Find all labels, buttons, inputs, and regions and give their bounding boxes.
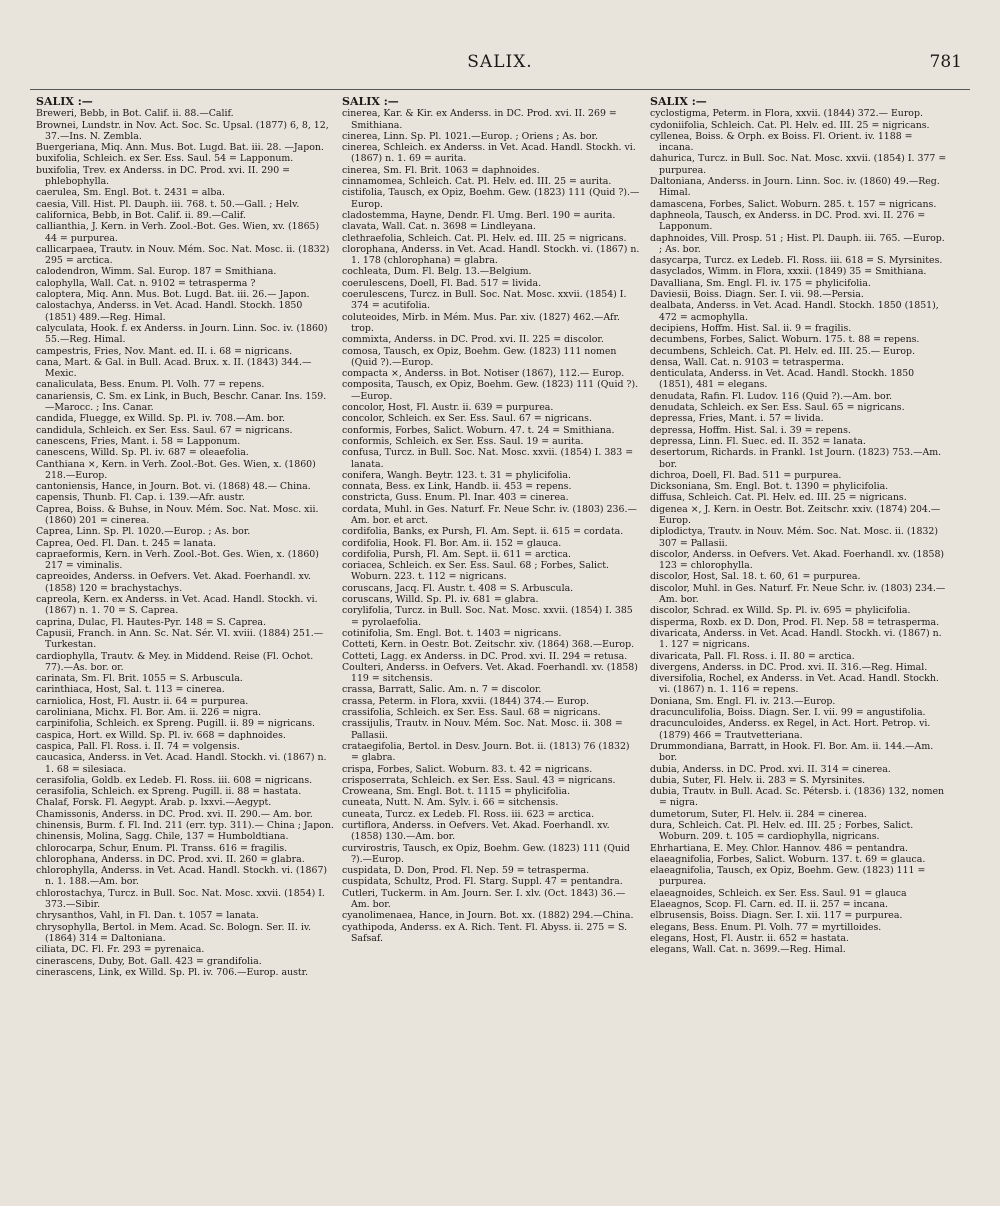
entry: campestris, Fries, Nov. Mant. ed. II. i. 68 = nigricans. [36,345,293,357]
entry: elegans, Bess. Enum. Pl. Volh. 77 = myrtilloides. [650,921,882,933]
entry: denudata, Schleich. ex Ser. Ess. Saul. 65 = nigricans. [650,402,905,414]
entry: clethraefolia, Schleich. Cat. Pl. Helv. ed. III. 25 = nigricans. [342,232,627,244]
entry: dasyclados, Wimm. in Flora, xxxii. (1849) 35 = Smithiana. [650,266,927,278]
entry: cyanolimenaea, Hance, in Journ. Bot. xx. (1882) 294.—China. [342,910,634,922]
entry: Ehrhartiana, E. Mey. Chlor. Hannov. 486 = pentandra. [650,842,909,854]
entry: canescens, Willd. Sp. Pl. iv. 687 = oleaefolia. [36,447,249,459]
entry: composita, Tausch, ex Opiz, Boehm. Gew. (1823) 111 (Quid ?).—Europ. [342,379,639,402]
entry: cordifolia, Banks, ex Pursh, Fl. Am. Sept. ii. 615 = cordata. [342,526,624,538]
entry: Cotteti, Lagg. ex Anderss. in DC. Prod. xvi. II. 294 = retusa. [342,650,628,662]
entry: desertorum, Richards. in Frankl. 1st Journ. (1823) 753.—Am. bor. [650,447,942,470]
entry: divergens, Anderss. in DC. Prod. xvi. II. 316.—Reg. Himal. [650,661,928,673]
entry: capreola, Kern. ex Anderss. in Vet. Acad. Handl. Stockh. vi. (1867) n. 1. 70 = S. Caprea. [36,594,318,617]
entry: ciliata, DC. Fl. Fr. 293 = pyrenaica. [36,944,205,956]
entry: curvirostris, Tausch, ex Opiz, Boehm. Gew. (1823) 111 (Quid ?).—Europ. [342,842,630,865]
entry: decumbens, Forbes, Salict. Woburn. 175. t. 88 = repens. [650,334,920,346]
entry: canescens, Fries, Mant. i. 58 = Lapponum. [36,435,241,447]
entry: cantoniensis, Hance, in Journ. Bot. vi. (1868) 48.— China. [36,481,311,493]
entry: Daltoniana, Anderss. in Journ. Linn. Soc. iv. (1860) 49.—Reg. Himal. [650,176,940,199]
entry: cyathipoda, Anderss. ex A. Rich. Tent. Fl. Abyss. ii. 275 = S. Safsaf. [342,921,628,944]
entry: crassijulis, Trautv. in Nouv. Mém. Soc. Nat. Mosc. ii. 308 = Pallasii. [342,718,623,741]
entry: Buergeriana, Miq. Ann. Mus. Bot. Lugd. Bat. iii. 28. —Japon. [36,142,324,154]
entry: cotinifolia, Sm. Engl. Bot. t. 1403 = nigricans. [342,627,562,639]
entry: conformis, Forbes, Salict. Woburn. 47. t. 24 = Smithiana. [342,424,615,436]
entry: comosa, Tausch, ex Opiz, Boehm. Gew. (1823) 111 nomen (Quid ?).—Europ. [342,345,617,368]
entry: Dicksoniana, Sm. Engl. Bot. t. 1390 = phylicifolia. [650,481,889,493]
entry: dichroa, Doell, Fl. Bad. 511 = purpurea. [650,469,842,481]
entry: buxifolia, Schleich. ex Ser. Ess. Saul. 54 = Lapponum. [36,153,294,165]
entry: callianthia, J. Kern. in Verh. Zool.-Bot. Ges. Wien, xv. (1865) 44 = purpurea. [36,221,320,244]
entry: Chalaf, Forsk. Fl. Aegypt. Arab. p. lxxvi.—Aegypt. [36,797,272,809]
entry: daphnoides, Vill. Prosp. 51 ; Hist. Pl. Dauph. iii. 765. —Europ. ; As. bor. [650,232,945,255]
entry: commixta, Anderss. in DC. Prod. xvi. II. 225 = discolor. [342,334,604,346]
entry: crassifolia, Schleich. ex Ser. Ess. Saul. 68 = nigricans. [342,707,601,719]
entry: dumetorum, Suter, Fl. Helv. ii. 284 = cinerea. [650,808,867,820]
running-title: SALIX. [467,52,533,72]
entry: disperma, Roxb. ex D. Don, Prod. Fl. Nep. 58 = tetrasperma. [650,616,940,628]
entry: elaeagnifolia, Tausch, ex Opiz, Boehm. Gew. (1823) 111 = purpurea. [650,865,926,888]
entry: curtiflora, Anderss. in Oefvers. Vet. Akad. Foerhandl. xv. (1858) 130.—Am. bor. [342,820,610,843]
entry-list [36,108,334,978]
entry: Cutleri, Tuckerm. in Am. Journ. Ser. I. xlv. (Oct. 1843) 36.—Am. bor. [342,887,626,911]
entry: candidula, Schleich. ex Ser. Ess. Saul. 67 = nigricans. [36,424,293,436]
entry: clorophana, Anderss. in Vet. Acad. Handl. Stockh. vi. (1867) n. 1. 178 (chlorophana) = glabra. [342,243,640,267]
entry: cinnamomea, Schleich. Cat. Pl. Helv. ed. III. 25 = aurita. [342,176,612,188]
entry: concolor, Schleich. ex Ser. Ess. Saul. 67 = nigricans. [342,413,592,425]
entry: Daviesii, Boiss. Diagn. Ser. I. vii. 98.—Persia. [650,289,864,301]
entry: elbrusensis, Boiss. Diagn. Ser. I. xii. 117 = purpurea. [650,910,903,922]
entry: diversifolia, Rochel, ex Anderss. in Vet. Acad. Handl. Stockh. vi. (1867) n. 1. 116 = repens. [650,673,939,696]
entry: corylifolia, Turcz. in Bull. Soc. Nat. Mosc. xxvii. (1854) I. 385 = pyrolaefolia. [342,605,633,628]
entry: cinerea, Kar. & Kir. ex Anderss. in DC. Prod. xvi. II. 269 = Smithiana. [342,108,617,131]
entry: cuspidata, D. Don, Prod. Fl. Nep. 59 = tetrasperma. [342,865,590,877]
entry: conformis, Schleich. ex Ser. Ess. Saul. 19 = aurita. [342,435,584,447]
entry: cinerea, Linn. Sp. Pl. 1021.—Europ. ; Oriens ; As. bor. [342,130,598,142]
entry: elaeagnoides, Schleich. ex Ser. Ess. Saul. 91 = glauca [650,887,907,899]
entry: connata, Bess. ex Link, Handb. ii. 453 = repens. [342,481,572,493]
entry: discolor, Host, Sal. 18. t. 60, 61 = purpurea. [650,571,861,583]
entry: Doniana, Sm. Engl. Fl. iv. 213.—Europ. [650,695,836,707]
entry: Canthiana ×, Kern. in Verh. Zool.-Bot. Ges. Wien, x. (1860) 218.—Europ. [36,458,316,481]
entry: cerasifolia, Schleich. ex Spreng. Pugill. ii. 88 = hastata. [36,786,302,798]
entry: carinata, Sm. Fl. Brit. 1055 = S. Arbuscula. [36,673,243,685]
entry: dahurica, Turcz. in Bull. Soc. Nat. Mosc. xxvii. (1854) I. 377 = purpurea. [650,153,947,176]
column-heading: SALIX :— [36,96,93,108]
entry: carniolica, Host, Fl. Austr. ii. 64 = purpurea. [36,695,249,707]
entry: coerulescens, Turcz. in Bull. Soc. Nat. Mosc. xxvii. (1854) I. 374 = acutifolia. [342,289,627,312]
entry: dubia, Anderss. in DC. Prod. xvi. II. 314 = cinerea. [650,763,891,775]
entry: cinerascens, Duby, Bot. Gall. 423 = grandifolia. [36,955,262,967]
entry: cochleata, Dum. Fl. Belg. 13.—Belgium. [342,266,532,278]
entry: cistifolia, Tausch, ex Opiz, Boehm. Gew. (1823) 111 (Quid ?).—Europ. [342,187,640,210]
entry: caloptera, Miq. Ann. Mus. Bot. Lugd. Bat. iii. 26.— Japon. [36,289,310,301]
entry: carinthiaca, Host, Sal. t. 113 = cinerea. [36,684,225,696]
column-heading: SALIX :— [342,96,399,108]
entry: capensis, Thunb. Fl. Cap. i. 139.—Afr. austr. [36,492,245,504]
entry: cardiophylla, Trautv. & Mey. in Middend. Reise (Fl. Ochot. 77).—As. bor. or. [36,650,314,673]
entry: coruscans, Willd. Sp. Pl. iv. 681 = glabra. [342,594,539,606]
entry: coruscans, Jacq. Fl. Austr. t. 408 = S. Arbuscula. [342,582,574,594]
entry: Coulteri, Anderss. in Oefvers. Vet. Akad. Foerhandl. xv. (1858) 119 = sitchensis. [342,661,638,685]
entry: clavata, Wall. Cat. n. 3698 = Lindleyana. [342,221,536,233]
entry: caspica, Pall. Fl. Ross. i. II. 74 = volgensis. [36,740,240,752]
column-heading: SALIX :— [650,96,707,108]
entry: damascena, Forbes, Salict. Woburn. 285. t. 157 = nigricans. [650,198,937,210]
entry: crassa, Peterm. in Flora, xxvii. (1844) 374.— Europ. [342,695,589,707]
entry: cordifolia, Pursh, Fl. Am. Sept. ii. 611 = arctica. [342,548,572,560]
entry: divaricata, Anderss. in Vet. Acad. Handl. Stockh. vi. (1867) n. 1. 127 = nigricans. [650,627,942,651]
entry: cydoniifolia, Schleich. Cat. Pl. Helv. ed. III. 25 = nigricans. [650,119,930,131]
entry: cladostemma, Hayne, Dendr. Fl. Umg. Berl. 190 = aurita. [342,209,616,221]
column-3 [650,96,948,1196]
entry: canaliculata, Bess. Enum. Pl. Volh. 77 = repens. [36,379,265,391]
entry: dasycarpa, Turcz. ex Ledeb. Fl. Ross. iii. 618 = S. Myrsinites. [650,255,943,267]
entry: Caprea, Boiss. & Buhse, in Nouv. Mém. Soc. Nat. Mosc. xii. (1860) 201 = cinerea. [36,503,319,526]
entry: chinensis, Burm. f. Fl. Ind. 211 (err. typ. 311).— China ; Japon. [36,820,334,831]
entry: elegans, Host, Fl. Austr. ii. 652 = hastata. [650,932,849,944]
entry: caprina, Dulac, Fl. Hautes-Pyr. 148 = S. Caprea. [36,616,266,628]
entry: Caprea, Oed. Fl. Dan. t. 245 = lanata. [36,537,217,549]
entry: Brownei, Lundstr. in Nov. Act. Soc. Sc. Upsal. (1877) 6, 8, 12, 37.—Ins. N. Zembla. [36,119,329,142]
entry: cuneata, Turcz. ex Ledeb. Fl. Ross. iii. 623 = arctica. [342,808,595,820]
entry: Breweri, Bebb, in Bot. Calif. ii. 88.—Calif. [36,108,234,120]
entry: coerulescens, Doell, Fl. Bad. 517 = livida. [342,277,542,289]
entry: conifera, Wangh. Beytr. 123. t. 31 = phylicifolia. [342,469,571,481]
entry: daphneola, Tausch, ex Anderss. in DC. Prod. xvi. II. 276 = Lapponum. [650,209,926,233]
entry: denticulata, Anderss. in Vet. Acad. Handl. Stockh. 1850 (1851), 481 = elegans. [650,368,915,391]
entry: cinerea, Sm. Fl. Brit. 1063 = daphnoides. [342,164,540,176]
entry: calophylla, Wall. Cat. n. 9102 = tetrasperma ? [36,277,256,289]
entry: discolor, Anderss. in Oefvers. Vet. Akad. Foerhandl. xv. (1858) 123 = chlorophylla. [650,548,945,572]
entry: crisposerrata, Schleich. ex Ser. Ess. Saul. 43 = nigricans. [342,774,616,786]
column-2 [342,96,640,1196]
entry: dracunculoides, Anderss. ex Regel, in Act. Hort. Petrop. vi. (1879) 466 = Trautvetteriana. [650,718,931,741]
entry: Caprea, Linn. Sp. Pl. 1020.—Europ. ; As. bor. [36,526,251,538]
entry: discolor, Schrad. ex Willd. Sp. Pl. iv. 695 = phylicifolia. [650,605,911,617]
entry: candida, Fluegge, ex Willd. Sp. Pl. iv. 708.—Am. bor. [36,413,286,425]
entry: Drummondiana, Barratt, in Hook. Fl. Bor. Am. ii. 144.—Am. bor. [650,740,934,764]
entry: calodendron, Wimm. Sal. Europ. 187 = Smithiana. [36,266,277,278]
entry: caspica, Hort. ex Willd. Sp. Pl. iv. 668 = daphnoides. [36,729,286,741]
entry: Elaeagnos, Scop. Fl. Carn. ed. II. ii. 257 = incana. [650,899,889,911]
entry: cuspidata, Schultz, Prod. Fl. Starg. Suppl. 47 = pentandra. [342,876,623,888]
page-number: 781 [929,52,962,72]
entry: depressa, Hoffm. Hist. Sal. i. 39 = repens. [650,424,851,436]
entry: carpinifolia, Schleich. ex Spreng. Pugill. ii. 89 = nigricans. [36,718,315,730]
entry: confusa, Turcz. in Bull. Soc. Nat. Mosc. xxvii. (1854) I. 383 = lanata. [342,447,634,470]
entry: cana, Mart. & Gal. in Bull. Acad. Brux. x. II. (1843) 344.—Mexic. [36,356,312,380]
entry: denudata, Rafin. Fl. Ludov. 116 (Quid ?).—Am. bor. [650,390,893,402]
entry-list [650,108,948,955]
entry: crispa, Forbes, Salict. Woburn. 83. t. 42 = nigricans. [342,763,593,775]
entry: constricta, Guss. Enum. Pl. Inar. 403 = cinerea. [342,492,569,504]
entry: capreoides, Anderss. in Oefvers. Vet. Akad. Foerhandl. xv. (1858) 120 = brachystachys. [36,571,311,594]
entry: calyculata, Hook. f. ex Anderss. in Journ. Linn. Soc. iv. (1860) 55.—Reg. Himal. [36,322,328,346]
entry: cordifolia, Hook. Fl. Bor. Am. ii. 152 = glauca. [342,537,562,549]
entry: discolor, Muhl. in Ges. Naturf. Fr. Neue Schr. iv. (1803) 234.—Am. bor. [650,582,946,606]
entry: depressa, Fries, Mant. i. 57 = livida. [650,413,824,425]
entry: calostachya, Anderss. in Vet. Acad. Handl. Stockh. 1850 (1851) 489.—Reg. Himal. [36,300,303,323]
entry: diffusa, Schleich. Cat. Pl. Helv. ed. III. 25 = nigricans. [650,492,907,504]
entry: cinerascens, Link, ex Willd. Sp. Pl. iv. 706.—Europ. austr. [36,966,309,978]
header-rule [30,89,970,90]
entry: caerulea, Sm. Engl. Bot. t. 2431 = alba. [36,187,225,199]
entry: decipiens, Hoffm. Hist. Sal. ii. 9 = fragilis. [650,322,852,334]
entry: chlorocarpa, Schur, Enum. Pl. Transs. 616 = fragilis. [36,842,288,854]
entry: caroliniana, Michx. Fl. Bor. Am. ii. 226 = nigra. [36,707,262,719]
column-1 [36,96,334,1196]
entry: dealbata, Anderss. in Vet. Acad. Handl. Stockh. 1850 (1851), 472 = acmophylla. [650,300,939,323]
entry: depressa, Linn. Fl. Suec. ed. II. 352 = lanata. [650,435,866,447]
entry: cyllenea, Boiss. & Orph. ex Boiss. Fl. Orient. iv. 1188 = incana. [650,130,913,154]
entry: concolor, Host, Fl. Austr. ii. 639 = purpurea. [342,402,554,414]
entry: dura, Schleich. Cat. Pl. Helv. ed. III. 25 ; Forbes, Salict. Woburn. 209. t. 105 = cardiophylla, nigricans. [650,820,914,843]
entry: elaeagnifolia, Forbes, Salict. Woburn. 137. t. 69 = glauca. [650,853,926,865]
entry: cuneata, Nutt. N. Am. Sylv. i. 66 = sitchensis. [342,797,559,809]
entry: caucasica, Anderss. in Vet. Acad. Handl. Stockh. vi. (1867) n. 1. 68 = silesiaca. [36,752,327,775]
entry: Croweana, Sm. Engl. Bot. t. 1115 = phylicifolia. [342,786,571,798]
entry: chrysanthos, Vahl, in Fl. Dan. t. 1057 = lanata. [36,910,259,922]
entry: buxifolia, Trev. ex Anderss. in DC. Prod. xvi. II. 290 = phlebophylla. [36,164,291,188]
entry: digenea ×, J. Kern. in Oestr. Bot. Zeitschr. xxiv. (1874) 204.—Europ. [650,503,941,526]
entry: crassa, Barratt, Salic. Am. n. 7 = discolor. [342,684,542,696]
entry: elegans, Wall. Cat. n. 3699.—Reg. Himal. [650,944,846,956]
entry: dracunculifolia, Boiss. Diagn. Ser. I. vii. 99 = angustifolia. [650,707,926,719]
entry: Chamissonis, Anderss. in DC. Prod. xvi. II. 290.— Am. bor. [36,808,313,820]
entry: cerasifolia, Goldb. ex Ledeb. Fl. Ross. iii. 608 = nigricans. [36,774,313,786]
entry: Davalliana, Sm. Engl. Fl. iv. 175 = phylicifolia. [650,277,871,289]
entry: compacta ×, Anderss. in Bot. Notiser (1867), 112.— Europ. [342,368,625,380]
entry: decumbens, Schleich. Cat. Pl. Helv. ed. III. 25.— Europ. [650,345,916,357]
entry: chlorophylla, Anderss. in Vet. Acad. Handl. Stockh. vi. (1867) n. 1. 188.—Am. bor. [36,865,328,888]
entry: Capusii, Franch. in Ann. Sc. Nat. Sér. VI. xviii. (1884) 251.—Turkestan. [36,627,324,651]
entry: dubia, Trautv. in Bull. Acad. Sc. Pétersb. i. (1836) 132, nomen = nigra. [650,786,945,809]
entry: Cotteti, Kern. in Oestr. Bot. Zeitschr. xiv. (1864) 368.—Europ. [342,639,635,651]
entry: caesia, Vill. Hist. Pl. Dauph. iii. 768. t. 50.—Gall. ; Helv. [36,198,300,210]
entry: chrysophylla, Bertol. in Mem. Acad. Sc. Bologn. Ser. II. iv. (1864) 314 = Daltoniana. [36,921,311,944]
entry: canariensis, C. Sm. ex Link, in Buch, Beschr. Canar. Ins. 159.—Marocc. ; Ins. Canar. [36,390,327,414]
entry: densa, Wall. Cat. n. 9103 = tetrasperma. [650,356,844,368]
entry: crataegifolia, Bertol. in Desv. Journ. Bot. ii. (1813) 76 (1832) = glabra. [342,740,630,764]
entry: chlorostachya, Turcz. in Bull. Soc. Nat. Mosc. xxvii. (1854) I. 373.—Sibir. [36,887,325,911]
entry: cordata, Muhl. in Ges. Naturf. Fr. Neue Schr. iv. (1803) 236.—Am. bor. et arct. [342,503,637,526]
entry: coriacea, Schleich. ex Ser. Ess. Saul. 68 ; Forbes, Salict. Woburn. 223. t. 112 = nigricans. [342,560,609,583]
entry: capraeformis, Kern. in Verh. Zool.-Bot. Ges. Wien, x. (1860) 217 = viminalis. [36,548,319,572]
entry: chinensis, Molina, Sagg. Chile, 137 = Humboldtiana. [36,831,289,843]
entry: cyclostigma, Peterm. in Flora, xxvii. (1844) 372.— Europ. [650,108,923,120]
entry: cinerea, Schleich. ex Anderss. in Vet. Acad. Handl. Stockh. vi. (1867) n. 1. 69 = aurita. [342,142,636,165]
entry-list [342,108,640,944]
entry: chlorophana, Anderss. in DC. Prod. xvi. II. 260 = glabra. [36,853,305,865]
entry: dubia, Suter, Fl. Helv. ii. 283 = S. Myrsinites. [650,774,866,786]
entry: callicarpaea, Trautv. in Nouv. Mém. Soc. Nat. Mosc. ii. (1832) 295 = arctica. [36,243,330,267]
entry: californica, Bebb, in Bot. Calif. ii. 89.—Calif. [36,209,246,221]
entry: diplodictya, Trautv. in Nouv. Mém. Soc. Nat. Mosc. ii. (1832) 307 = Pallasii. [650,526,939,549]
entry: coluteoides, Mirb. in Mém. Mus. Par. xiv. (1827) 462.—Afr. trop. [342,311,620,334]
entry: divaricata, Pall. Fl. Ross. i. II. 80 = arctica. [650,650,855,662]
